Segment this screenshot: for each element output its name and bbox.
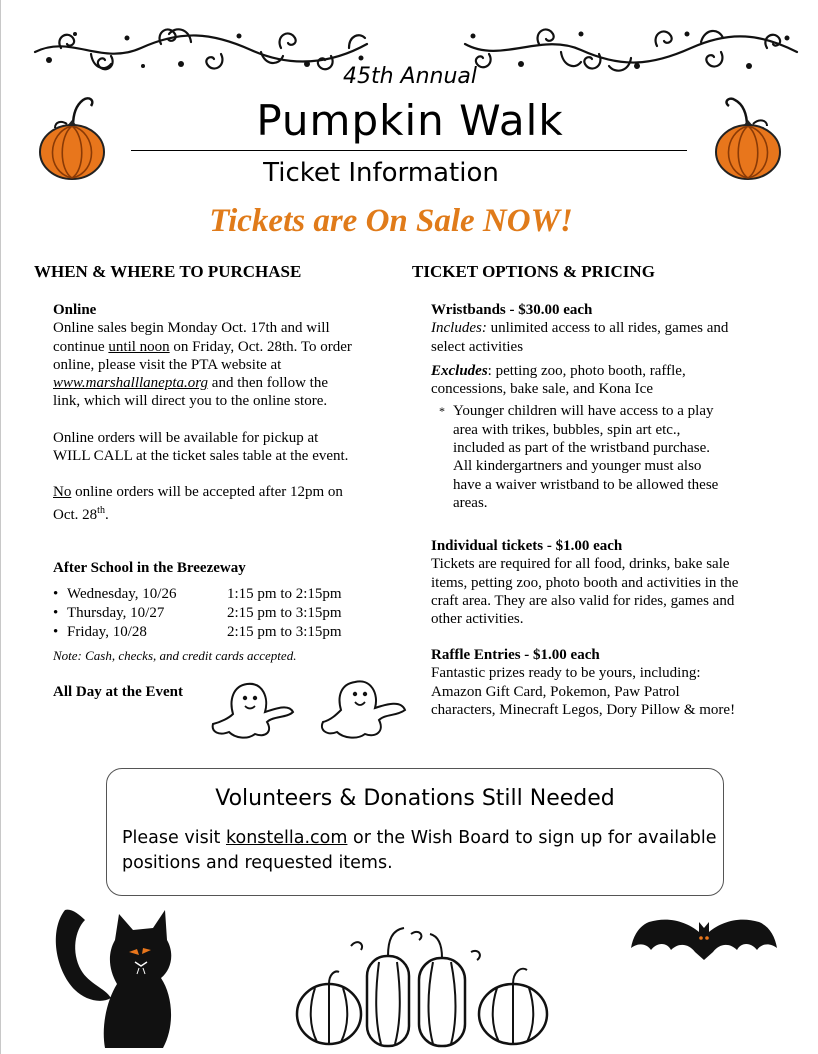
until-noon-text: until noon <box>108 338 170 355</box>
bat-icon <box>629 908 779 968</box>
wristbands-includes: Includes: unlimited access to all rides, games and select activities <box>431 320 729 355</box>
all-day-event-heading: All Day at the Event <box>53 684 183 700</box>
younger-children-note: * Younger children will have access to a play area with trikes, bubbles, spin art etc., included as part of the wristband purchase. All kindergartners and younger must also have a waiver wristband to be allowed these areas. <box>439 403 719 511</box>
after-school-heading: After School in the Breezeway <box>53 560 246 576</box>
schedule-row: • Wednesday, 10/26 1:15 pm to 2:15pm <box>53 586 342 602</box>
volunteer-heading: Volunteers & Donations Still Needed <box>215 786 615 811</box>
when-where-heading: WHEN & WHERE TO PURCHASE <box>34 262 302 281</box>
raffle-section <box>431 646 741 719</box>
sale-banner: Tickets are On Sale NOW! <box>209 203 573 239</box>
payment-note: Note: Cash, checks, and credit cards accepted. <box>53 648 297 663</box>
volunteer-text: Please visit konstella.com or the Wish Board to sign up for available positions and requested items. <box>122 828 717 873</box>
online-heading: Online <box>53 302 97 318</box>
raffle-heading: Raffle Entries - $1.00 each <box>431 647 600 663</box>
ticket-information-heading: Ticket Information <box>263 158 499 188</box>
online-section <box>53 301 358 524</box>
wristbands-excludes: Excludes: petting zoo, photo booth, raffle, concessions, bake sale, and Kona Ice <box>431 362 686 398</box>
ticket-options-heading: TICKET OPTIONS & PRICING <box>412 262 655 281</box>
online-paragraph-1: Online sales begin Monday Oct. 17th and will continue until noon on Friday, Oct. 28th. To order online, please visit the PTA website at www.marshalllanepta.org and then follow the link, which will direct you to the online store. <box>53 320 352 410</box>
online-paragraph-3: No online orders will be accepted after 12pm on Oct. 28th. <box>53 484 343 523</box>
ghost-left-icon <box>207 678 299 742</box>
individual-tickets-text: Tickets are required for all food, drinks, bake sale items, petting zoo, photo booth and activities in the craft area. They are also valid for rides, games and other activities. <box>431 556 739 628</box>
black-cat-icon <box>45 900 195 1050</box>
ghost-right-icon <box>317 676 409 742</box>
online-paragraph-2: Online orders will be available for pickup at WILL CALL at the ticket sales table at the event. <box>53 429 349 465</box>
white-pumpkins-icon <box>291 922 561 1050</box>
individual-tickets-heading: Individual tickets - $1.00 each <box>431 538 623 554</box>
konstella-link[interactable]: konstella.com <box>225 828 348 848</box>
wristbands-heading: Wristbands - $30.00 each <box>431 302 593 318</box>
after-school-schedule <box>53 585 342 641</box>
schedule-row: • Friday, 10/28 2:15 pm to 3:15pm <box>53 623 342 640</box>
individual-tickets-section <box>431 537 741 628</box>
wristbands-section <box>431 301 741 512</box>
pta-website-link[interactable]: www.marshalllanepta.org <box>53 375 209 392</box>
title-underline-divider <box>131 150 687 151</box>
raffle-text: Fantastic prizes ready to be yours, including: Amazon Gift Card, Pokemon, Paw Patrol characters, Minecraft Legos, Dory Pillow & more! <box>431 665 736 718</box>
page-title: Pumpkin Walk <box>256 96 564 145</box>
schedule-row: • Thursday, 10/27 2:15 pm to 3:15pm <box>53 604 342 621</box>
event-edition-subtitle: 45th Annual <box>342 64 478 89</box>
